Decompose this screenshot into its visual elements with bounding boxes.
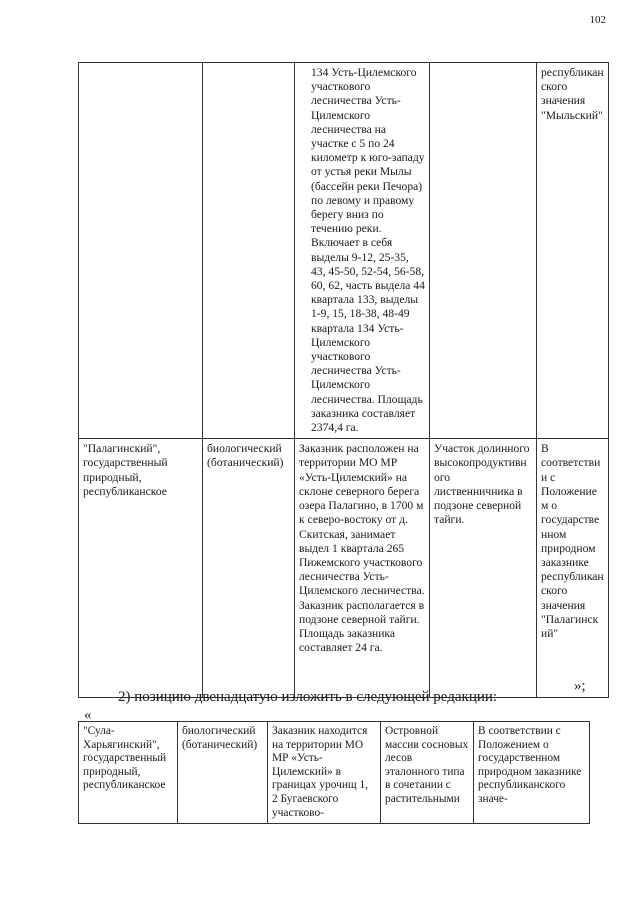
table-row — [79, 63, 609, 439]
reserve-name-cell: "Сула-Харьягинский", государственный природный, республиканское — [79, 722, 178, 824]
reserve-name-cell — [79, 63, 203, 439]
closing-quote: »; — [574, 678, 586, 694]
reserve-basis-cell: В соответствии с Положением о государственном природном заказнике республиканского значе- — [474, 722, 590, 824]
table-row — [79, 439, 609, 698]
reserve-description-cell: Заказник находится на территории МО МР «Усть-Цилемский» в границах урочищ 1, 2 Бугаевского участково- — [268, 722, 381, 824]
reserve-features-cell: Участок долинного высокопродуктивного лиственничника в подзоне северной тайги. — [430, 439, 537, 698]
reserve-description-cell: 134 Усть-Цилемского участкового лесничества Усть-Цилемского лесничества на участке с 5 по 24 километр к юго-западу от устья реки Мылы (бассейн реки Печора) по левому и правому берегу вниз по течению реки. Включает в себя выделы 9-12, 25-35, 43, 45-50, 52-54, 56-58, 60, 62, часть выдела 44 квартала 133, выделы 1-9, 15, 18-38, 48-49 квартала 134 Усть-Цилемского участкового лесничества Усть-Цилемского лесничества. Площадь заказника составляет 2374,4 га. — [295, 63, 430, 439]
reserve-profile-cell: биологический (ботанический) — [178, 722, 268, 824]
reserve-description-cell: Заказник расположен на территории МО МР «Усть-Цилемский» на склоне северного берега озера Палагино, в 1700 м к северо-востоку от д. Скитская, занимает выдел 1 квартала 265 Пижемского участкового лесничества Усть-Цилемского лесничества. Заказник располагается в подзоне северной тайги. Площадь заказника составляет 24 га. — [295, 439, 430, 698]
table-row — [79, 722, 590, 824]
opening-quote: « — [84, 707, 92, 723]
reserve-basis-cell: республиканского значения "Мыльский" — [537, 63, 609, 439]
reserve-basis-cell: В соответствии с Положением о государственном природном заказнике республиканского значения "Палагинский" — [537, 439, 609, 698]
reserves-table-top — [78, 62, 609, 698]
reserve-features-cell: Островной массив сосновых лесов эталонного типа в сочетании с растительными — [381, 722, 474, 824]
reserve-profile-cell — [203, 63, 295, 439]
reserve-features-cell — [430, 63, 537, 439]
page-number: 102 — [589, 14, 606, 26]
reserves-table-bottom — [78, 721, 590, 824]
reserve-profile-cell: биологический (ботанический) — [203, 439, 295, 698]
reserve-name-cell: "Палагинский", государственный природный, республиканское — [79, 439, 203, 698]
amendment-instruction: 2) позицию двенадцатую изложить в следующей редакции: — [118, 689, 498, 705]
